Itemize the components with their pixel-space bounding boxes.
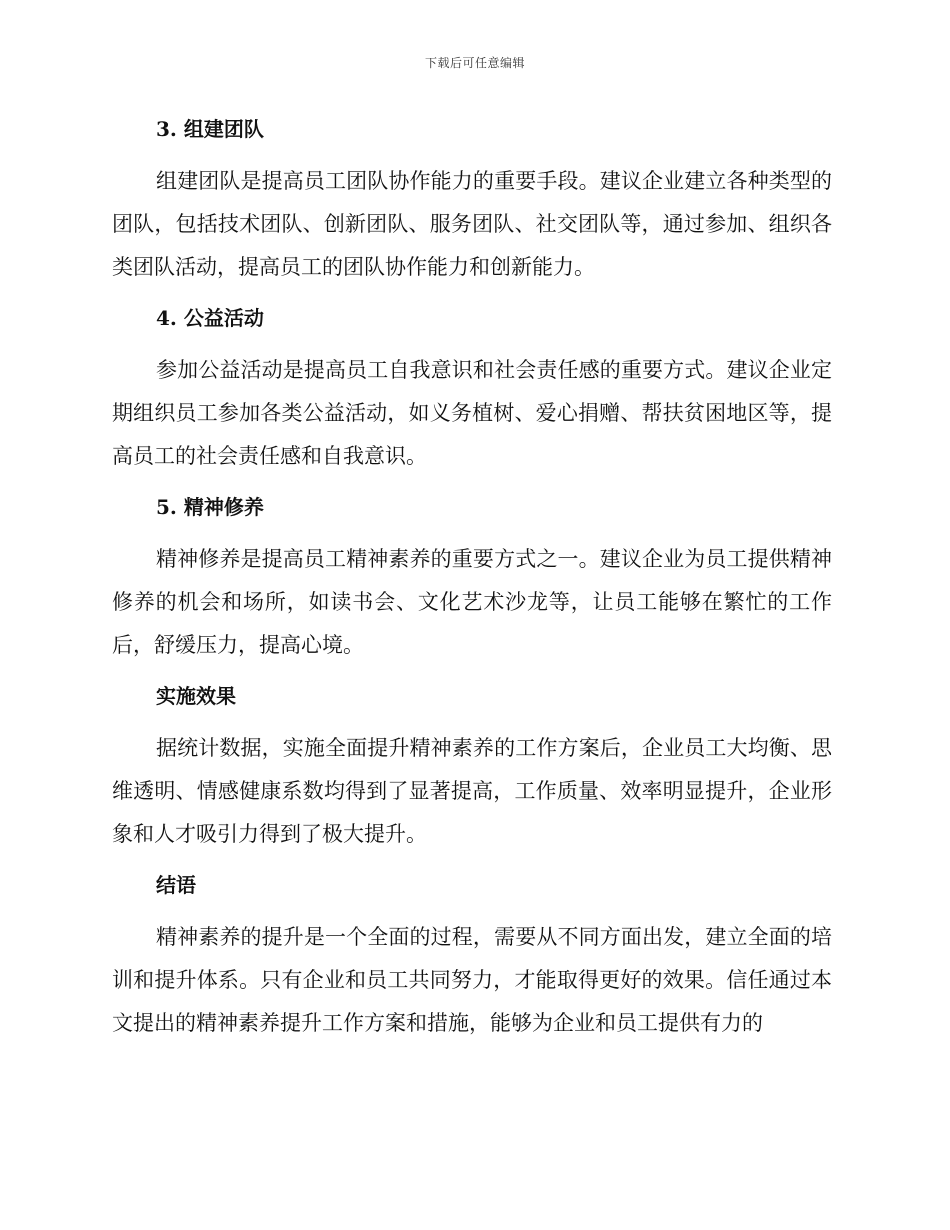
section-heading: 3. 组建团队	[156, 117, 264, 141]
section-implementation-effect	[112, 677, 832, 866]
section-paragraph: 组建团队是提高员工团队协作能力的重要手段。建议企业建立各种类型的团队，包括技术团队、创新团队、服务团队、社交团队等，通过参加、组织各类团队活动，提高员工的团队协作能力和创新能力。	[112, 169, 832, 279]
section-conclusion	[112, 866, 832, 1045]
section-heading: 实施效果	[156, 684, 236, 708]
section-spiritual-cultivation	[112, 488, 832, 677]
page-header: 下载后可任意编辑	[424, 56, 525, 70]
section-paragraph: 精神素养的提升是一个全面的过程，需要从不同方面出发，建立全面的培训和提升体系。只有企业和员工共同努力，才能取得更好的效果。信任通过本文提出的精神素养提升工作方案和措施，能够为企业和员工提供有力的	[112, 925, 832, 1035]
section-paragraph: 据统计数据，实施全面提升精神素养的工作方案后，企业员工大均衡、思维透明、情感健康系数均得到了显著提高，工作质量、效率明显提升，企业形象和人才吸引力得到了极大提升。	[112, 736, 832, 846]
section-heading: 5. 精神修养	[156, 495, 264, 519]
section-paragraph: 精神修养是提高员工精神素养的重要方式之一。建议企业为员工提供精神修养的机会和场所，如读书会、文化艺术沙龙等，让员工能够在繁忙的工作后，舒缓压力，提高心境。	[112, 547, 832, 657]
section-heading: 4. 公益活动	[156, 306, 264, 330]
section-public-welfare	[112, 299, 832, 488]
section-heading: 结语	[156, 873, 196, 897]
section-team-building	[112, 110, 832, 299]
section-paragraph: 参加公益活动是提高员工自我意识和社会责任感的重要方式。建议企业定期组织员工参加各类公益活动，如义务植树、爱心捐赠、帮扶贫困地区等，提高员工的社会责任感和自我意识。	[112, 358, 832, 468]
document-body	[112, 110, 832, 1045]
